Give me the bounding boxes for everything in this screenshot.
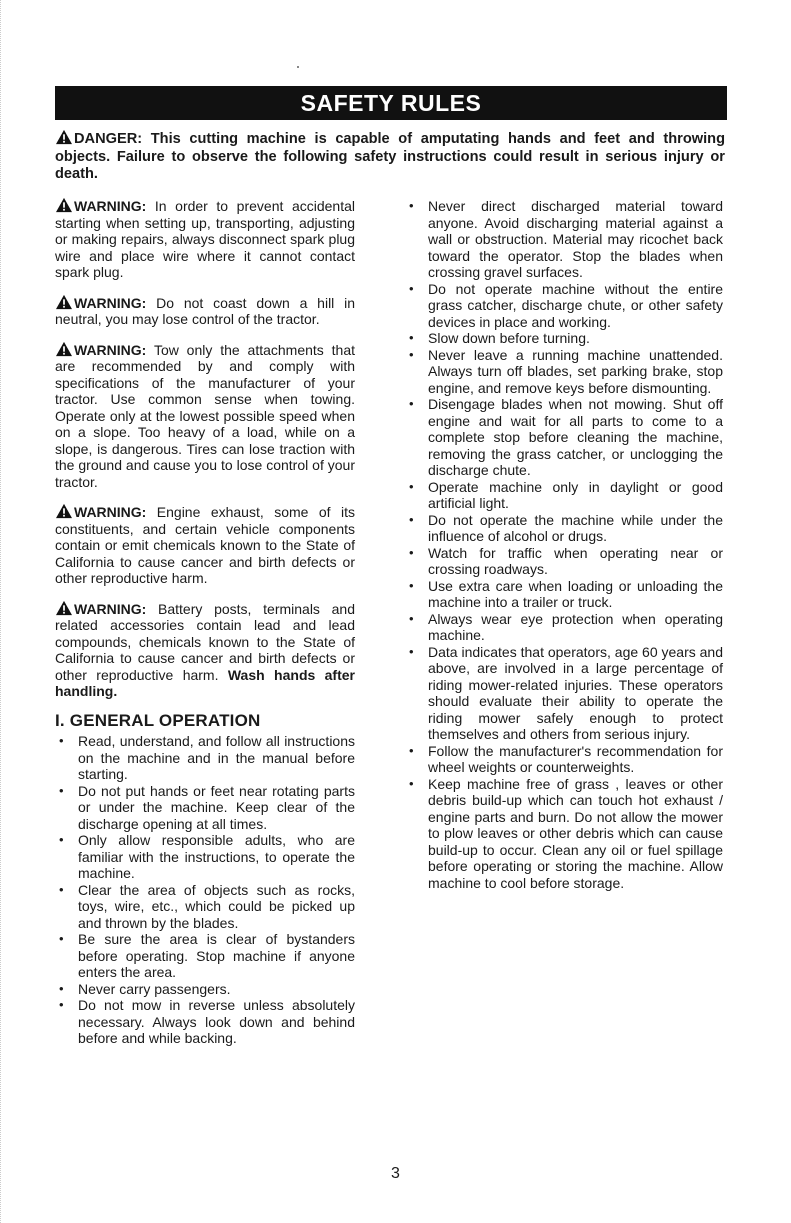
- list-item-text: Always wear eye protection when operating machine.: [428, 610, 723, 643]
- list-item: [405, 330, 723, 347]
- safety-alert-icon: [55, 503, 73, 519]
- list-item-text: Use extra care when loading or unloading the machine into a trailer or truck.: [428, 577, 723, 610]
- bullet-icon: •: [59, 881, 64, 897]
- bullet-icon: •: [409, 396, 414, 411]
- list-item: [55, 981, 355, 998]
- warning-paragraph: [55, 197, 355, 281]
- safety-rules-list: [405, 198, 723, 891]
- list-item-text: Never direct discharged material toward anyone. Avoid discharging material against a wall or obstruction. Material may ricochet back toward the operator. Stop the blades when crossing gravel surfaces.: [428, 198, 723, 280]
- list-item-text: Be sure the area is clear of bystanders before operating. Stop machine if anyone enters the area.: [78, 931, 355, 980]
- list-item-text: Follow the manufacturer's recommendation for wheel weights or counterweights.: [428, 742, 723, 775]
- danger-label: DANGER:: [74, 131, 143, 147]
- list-item-text: Only allow responsible adults, who are familiar with the instructions, to operate the machine.: [78, 832, 355, 881]
- list-item: [405, 281, 723, 331]
- list-item: [405, 743, 723, 776]
- list-item: [405, 198, 723, 281]
- list-item-text: Keep machine free of grass , leaves or other debris build-up which can touch hot exhaust / engine parts and burn. Do not allow the mower to plow leaves or other debris which can cause build-up to occur. Clean any oil or fuel spillage before operating or storing the machine. Allow machine to cool before storage.: [428, 775, 723, 891]
- list-item-text: Data indicates that operators, age 60 years and above, are involved in a large percentage of riding mower-related injuries. These operators should evaluate their ability to operate the riding mower safely enough to protect themselves and others from serious injury.: [428, 643, 723, 742]
- page-edge: [0, 0, 2, 1223]
- list-item-text: Never carry passengers.: [78, 980, 231, 997]
- list-item-text: Operate machine only in daylight or good artificial light.: [428, 478, 723, 511]
- list-item: [405, 545, 723, 578]
- bullet-icon: •: [409, 544, 414, 560]
- warning-text: Tow only the attachments that are recommended by and comply with specifications of the manufacturer of your tractor. Use common sense when towing. Operate only at the lowest possible speed when on a slope. Too heavy of a load, while on a slope, is dangerous. Tires can lose traction with the ground and cause you to lose control of your tractor.: [55, 341, 356, 490]
- title-banner: [55, 86, 727, 120]
- safety-alert-icon: [55, 294, 73, 310]
- warning-label: WARNING:: [74, 294, 147, 311]
- list-item-text: Clear the area of objects such as rocks, toys, wire, etc., which could be picked up and thrown by the blades.: [78, 881, 355, 931]
- left-column: [55, 197, 355, 1047]
- page-number: 3: [391, 1165, 400, 1182]
- safety-alert-icon: [55, 129, 73, 145]
- list-item: [405, 776, 723, 892]
- bullet-icon: •: [409, 643, 414, 659]
- section-heading: I. GENERAL OPERATION: [55, 710, 261, 730]
- list-item-text: Do not mow in reverse unless absolutely necessary. Always look down and behind before and while backing.: [78, 997, 355, 1046]
- page-title: SAFETY RULES: [300, 89, 482, 116]
- general-operation-list: [55, 733, 355, 1047]
- warning-paragraph: [55, 600, 355, 700]
- bullet-icon: •: [409, 478, 414, 494]
- warning-paragraph: [55, 294, 355, 328]
- bullet-icon: •: [59, 997, 64, 1012]
- warning-paragraph: [55, 341, 355, 491]
- list-item: [55, 783, 355, 833]
- bullet-icon: •: [59, 782, 64, 798]
- bullet-icon: •: [409, 577, 414, 593]
- list-item-text: Slow down before turning.: [428, 330, 590, 346]
- list-item: [55, 931, 355, 981]
- bullet-icon: •: [409, 511, 414, 527]
- warning-label: WARNING:: [74, 198, 147, 214]
- bullet-icon: •: [59, 733, 64, 748]
- warning-paragraph: [55, 503, 355, 587]
- list-item: [405, 644, 723, 743]
- bullet-icon: •: [59, 832, 64, 847]
- bullet-icon: •: [409, 330, 414, 345]
- list-item: [405, 611, 723, 644]
- list-item: [405, 479, 723, 512]
- safety-alert-icon: [55, 197, 73, 213]
- bullet-icon: •: [409, 775, 414, 791]
- list-item-text: Disengage blades when not mowing. Shut off engine and wait for all parts to come to a complete stop before cleaning the machine, removing the grass catcher, or unclogging the discharge chute.: [428, 396, 723, 478]
- warning-text: Engine exhaust, some of its constituents, and certain vehicle components contain or emit chemicals known to the State of California to cause cancer and birth defects or other reproductive harm.: [55, 504, 355, 586]
- list-item: [405, 347, 723, 397]
- bullet-icon: •: [409, 610, 414, 626]
- safety-alert-icon: [55, 600, 73, 616]
- bullet-icon: •: [409, 346, 414, 362]
- list-item: [405, 396, 723, 479]
- warning-label: WARNING:: [74, 600, 147, 617]
- list-item-text: Do not operate machine without the entire grass catcher, discharge chute, or other safety devices in place and working.: [428, 280, 723, 330]
- scan-speck: [297, 66, 299, 68]
- warning-text: Do not coast down a hill in neutral, you may lose control of the tractor.: [55, 294, 355, 327]
- bullet-icon: •: [409, 198, 414, 213]
- bullet-icon: •: [409, 280, 414, 296]
- right-column: [405, 198, 723, 891]
- list-item: [405, 578, 723, 611]
- list-item-text: Do not put hands or feet near rotating parts or under the machine. Keep clear of the discharge opening at all times.: [78, 782, 355, 832]
- danger-text: This cutting machine is capable of amputating hands and feet and throwing objects. Failure to observe the following safety instructions could result in serious injury or death.: [55, 131, 725, 182]
- list-item-text: Watch for traffic when operating near or crossing roadways.: [428, 544, 723, 577]
- list-item: [55, 733, 355, 783]
- list-item: [55, 832, 355, 882]
- list-item-text: Do not operate the machine while under the influence of alcohol or drugs.: [428, 511, 723, 544]
- warning-emphasis: Wash hands after handling.: [55, 666, 355, 699]
- warning-text: Battery posts, terminals and related accessories contain lead and lead compounds, chemicals known to the State of California to cause cancer and birth defects or other reproductive harm.: [55, 600, 355, 683]
- bullet-icon: •: [59, 931, 64, 946]
- warning-label: WARNING:: [74, 504, 147, 520]
- list-item: [55, 882, 355, 932]
- bullet-icon: •: [59, 980, 64, 996]
- list-item: [55, 997, 355, 1047]
- danger-notice: [55, 129, 725, 184]
- warning-label: WARNING:: [74, 341, 147, 358]
- list-item-text: Never leave a running machine unattended. Always turn off blades, set parking brake, stop engine, and remove keys before dismounting.: [428, 346, 723, 396]
- list-item: [405, 512, 723, 545]
- safety-alert-icon: [55, 341, 73, 357]
- list-item-text: Read, understand, and follow all instructions on the machine and in the manual before starting.: [78, 733, 355, 782]
- warning-text: In order to prevent accidental starting when setting up, transporting, adjusting or making repairs, always disconnect spark plug wire and place wire where it cannot contact spark plug.: [55, 198, 355, 280]
- bullet-icon: •: [409, 742, 414, 758]
